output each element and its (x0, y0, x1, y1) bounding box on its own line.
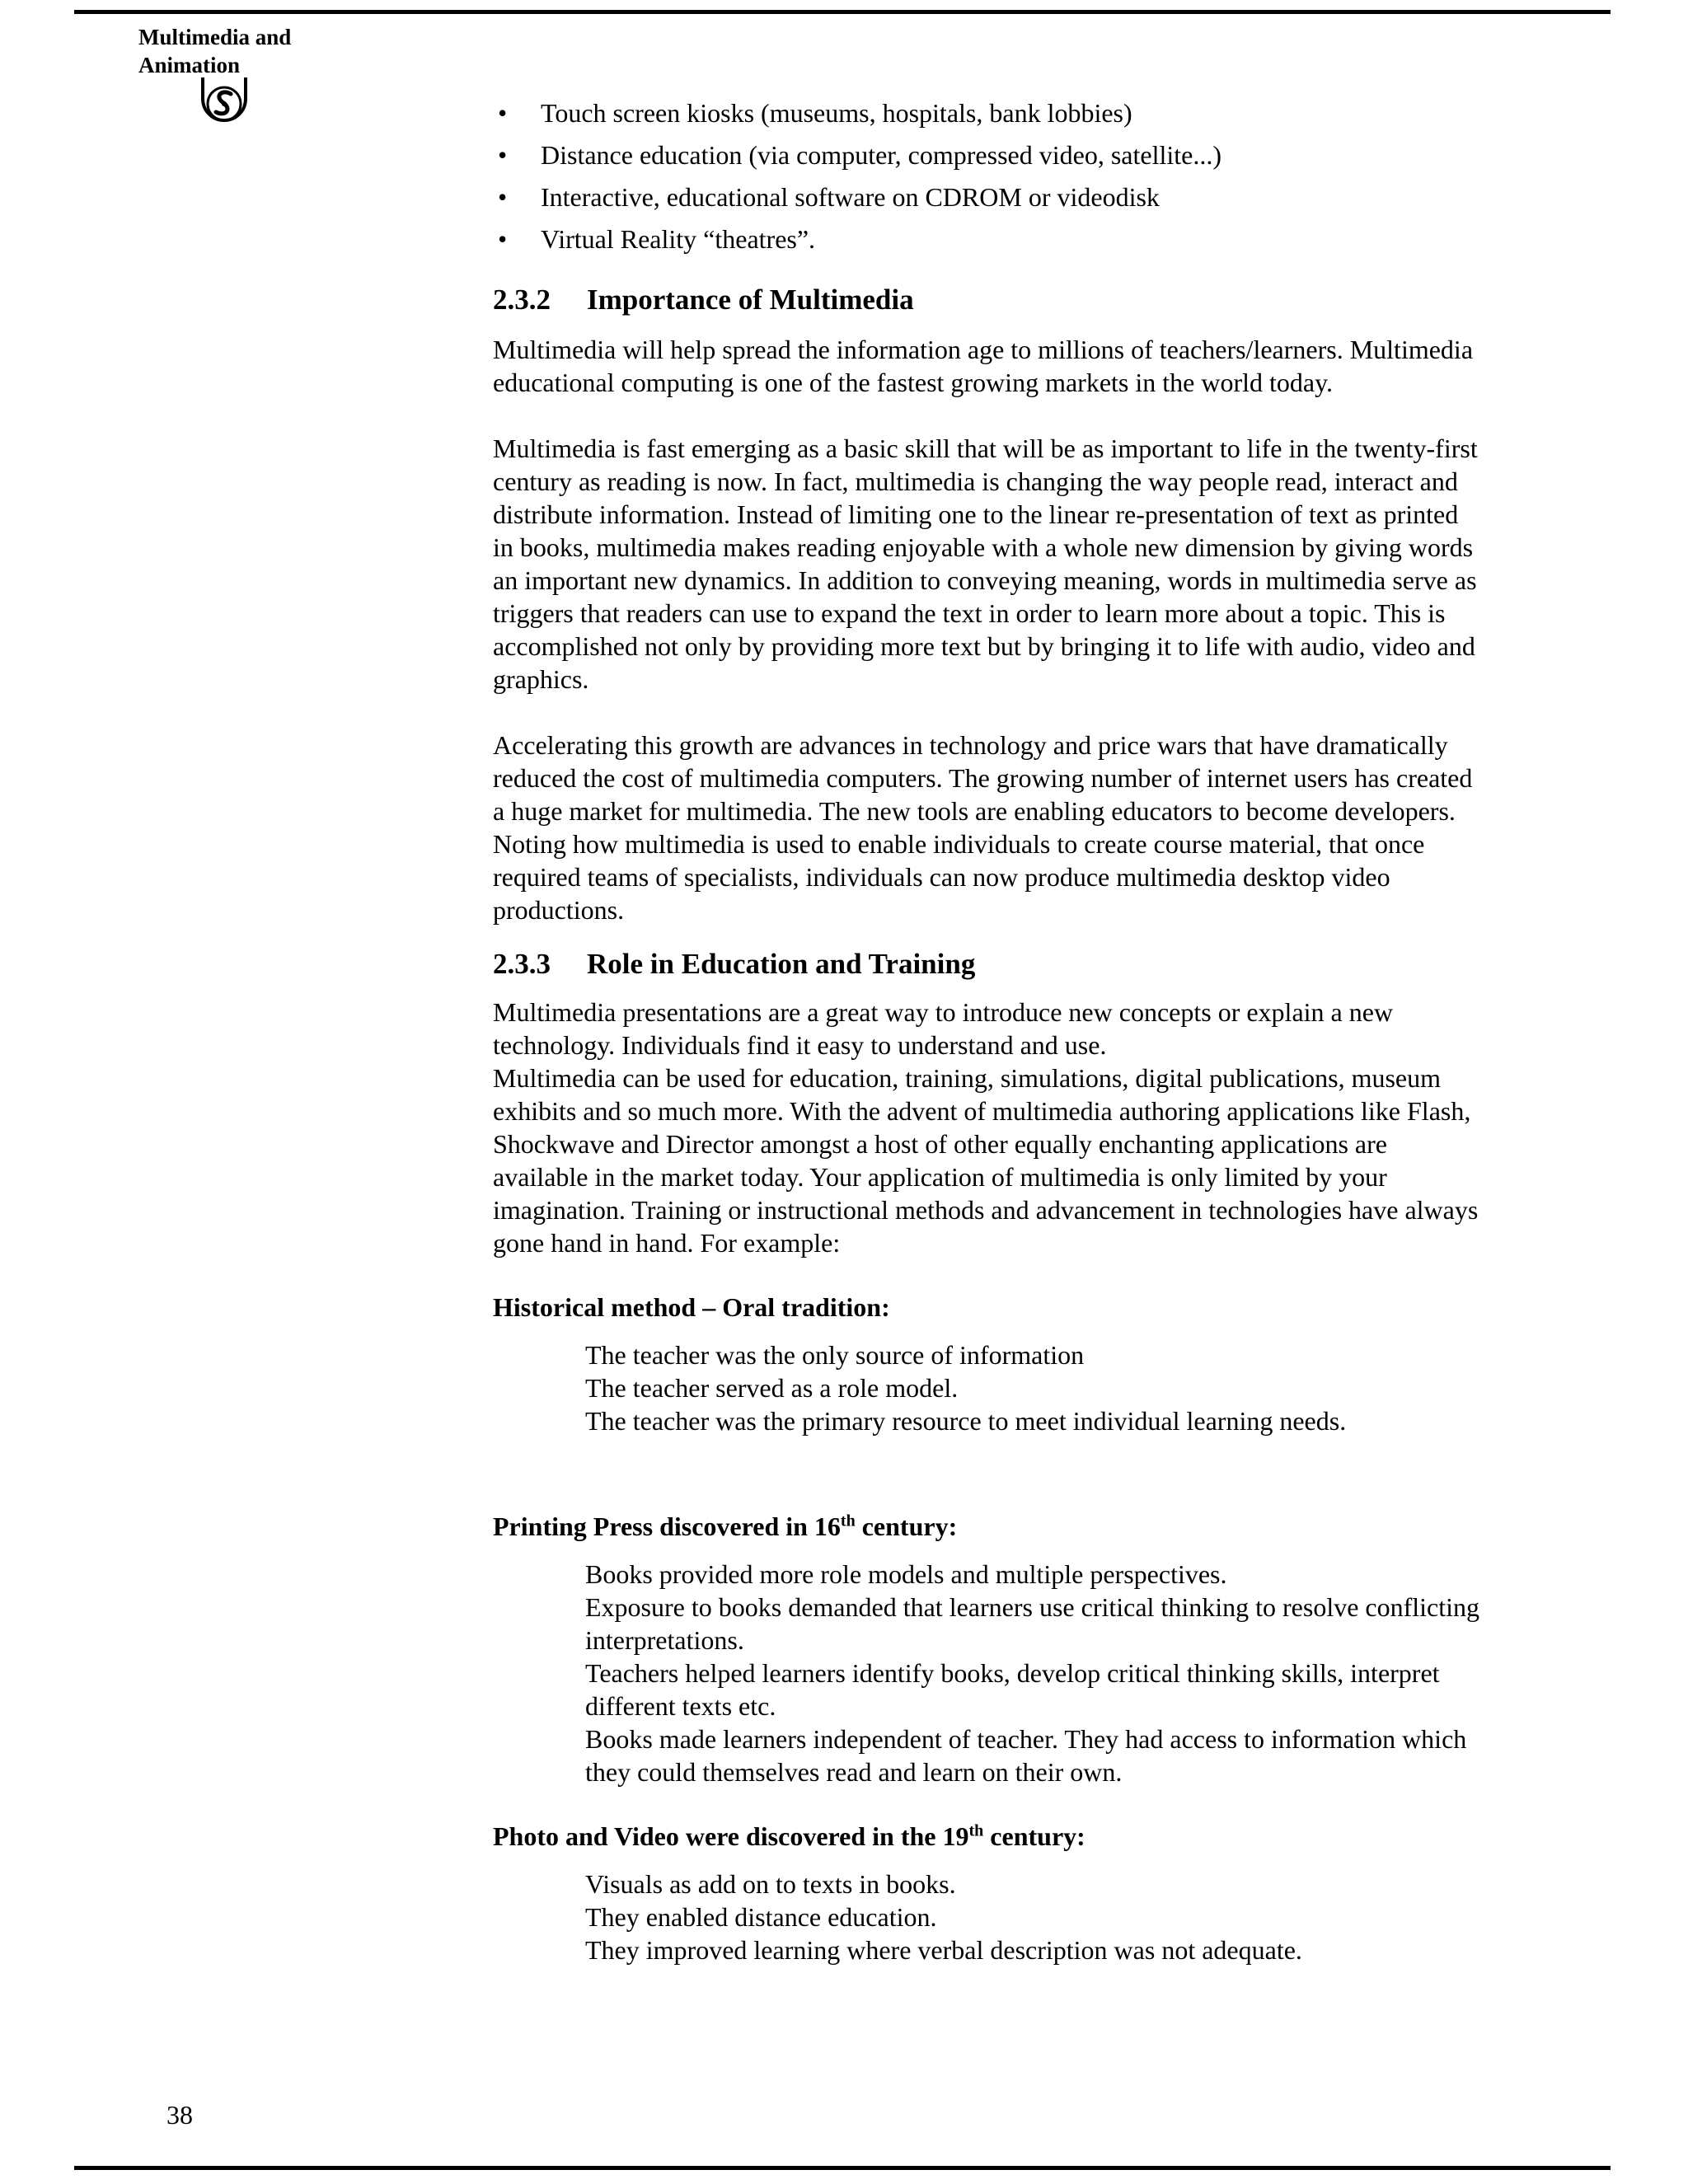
list-item: • Virtual Reality “theatres”. (493, 218, 1482, 260)
list-item: Books provided more role models and multiple perspectives. (585, 1559, 1227, 1589)
printing-press-heading: Printing Press discovered in 16th century: (493, 1511, 958, 1541)
list-item: Teachers helped learners identify books, develop critical thinking skills, interpret different texts etc. (585, 1658, 1440, 1721)
photo-video-list (493, 1868, 1482, 1966)
historical-method-list (493, 1338, 1482, 1437)
historical-method-heading: Historical method – Oral tradition: (493, 1292, 890, 1322)
application-list (493, 92, 1482, 260)
bottom-rule (74, 2166, 1611, 2170)
section-heading-2-3-2 (493, 284, 1482, 316)
list-item: • Distance education (via computer, compressed video, satellite...) (493, 134, 1482, 176)
list-item: The teacher was the primary resource to meet individual learning needs. (585, 1406, 1347, 1436)
ignou-emblem-icon (198, 74, 251, 130)
list-item: Exposure to books demanded that learners use critical thinking to resolve conflicting interpretations. (585, 1592, 1480, 1655)
printing-press-list (493, 1558, 1482, 1788)
list-item: Books made learners independent of teacher. They had access to information which they could themselves read and learn on their own. (585, 1724, 1467, 1787)
list-item: They improved learning where verbal description was not adequate. (585, 1935, 1302, 1965)
list-item: Visuals as add on to texts in books. (585, 1869, 956, 1899)
list-item: • Touch screen kiosks (museums, hospitals, bank lobbies) (493, 92, 1482, 134)
paragraph: Multimedia can be used for education, training, simulations, digital publications, museum exhibits and so much more. With the advent of multimedia authoring applications like Flash, Shockwave and Director amongst a host of other equally enchanting applications are available in the market today. Your application of multimedia is only limited by your imagination. Training or instructional methods and advancement in technologies have always gone hand in hand. For example: (493, 1063, 1479, 1258)
main-content (493, 92, 1482, 1966)
list-item: • Interactive, educational software on CDROM or videodisk (493, 176, 1482, 218)
section-number: 2.3.3 (493, 948, 551, 980)
top-rule (74, 10, 1611, 14)
page-number: 38 (166, 2100, 193, 2130)
list-item: They enabled distance education. (585, 1902, 937, 1932)
running-header (138, 23, 291, 79)
section-number: 2.3.2 (493, 284, 551, 316)
bullet-icon: • (498, 182, 508, 212)
paragraph: Accelerating this growth are advances in technology and price wars that have dramatically reduced the cost of multimedia computers. The growing number of internet users has created a huge market for multimedia. The new tools are enabling educators to become developers. Noting how multimedia is used to enable individuals to create course material, that once required teams of specialists, individuals can now produce multimedia desktop video productions. (493, 730, 1473, 925)
header-title-line1: Multimedia and (138, 25, 292, 49)
section-title: Role in Education and Training (587, 948, 976, 980)
list-item: The teacher was the only source of information (585, 1340, 1085, 1370)
paragraph: Multimedia presentations are a great way to introduce new concepts or explain a new technology. Individuals find it easy to understand and use. (493, 997, 1394, 1060)
paragraph: Multimedia will help spread the information age to millions of teachers/learners. Multimedia educational computing is one of the fastest growing markets in the world today. (493, 335, 1474, 397)
section-title: Importance of Multimedia (587, 284, 914, 316)
list-item: The teacher served as a role model. (585, 1373, 959, 1403)
photo-video-heading: Photo and Video were discovered in the 19th century: (493, 1821, 1085, 1851)
paragraph: Multimedia is fast emerging as a basic skill that will be as important to life in the twenty-first century as reading is now. In fact, multimedia is changing the way people read, interact and distribute information. Instead of limiting one to the linear re-presentation of text as printed in books, multimedia makes reading enjoyable with a whole new dimension by giving words an important new dynamics. In addition to conveying meaning, words in multimedia serve as triggers that readers can use to expand the text in order to learn more about a topic. This is accomplished not only by providing more text but by bringing it to life with audio, video and graphics. (493, 434, 1478, 694)
section-heading-2-3-3 (493, 948, 1482, 981)
bullet-icon: • (498, 140, 508, 170)
bullet-icon: • (498, 98, 508, 128)
bullet-icon: • (498, 224, 508, 254)
header-title-line2: Animation (138, 53, 241, 77)
